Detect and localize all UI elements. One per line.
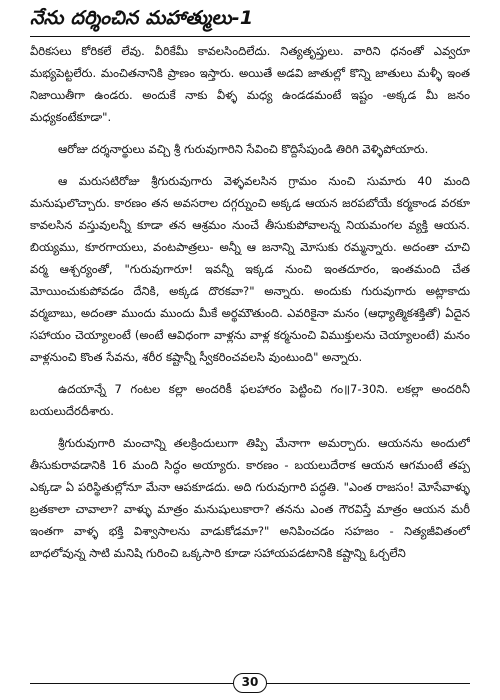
paragraph-5: శ్రీగురువుగారి మంచాన్ని తలక్రిందులుగా తిప్పి మేనాగా అమర్చారు. ఆయనను అందులో తీసుకురావడానికి 16 మంది సిద్ధం అయ్యారు. కారణం - బయలుదేరాక ఆయన ఆగమంటే తప్ప ఎక్కడా ఏ పరిస్థితుల్లోనూ మేనా ఆపకూడదు. అది గురువుగారి పద్ధతి. "ఎంత రాజసం! మోసేవాళ్ళు బ్రతకాలా చావాలా? వాళ్ళు మాత్రం మనుషులుకారా? తనను ఎంత గౌరవిస్తే మాత్రం ఆయన మరీ ఇంతగా వాళ్ళ భక్తి విశ్వాసాలను వాడుకోడమా?" అనిపించడం సహజం - నిత్యజీవితంలో బాధలోవున్న సాటి మనిషి గురించి ఒక్కసారి కూడా సహాయపడటానికి కష్టాన్ని ఓర్చలేని: [30, 436, 470, 560]
paragraph-2: ఆరోజు దర్శనార్థులు వచ్చి శ్రీ గురువుగారిని సేవించి కొద్దిసేపుండి తిరిగి వెళ్ళిపోయారు.: [58, 142, 429, 156]
paragraph-4: ఉదయాన్నే 7 గంటల కల్లా అందరికీ ఫలహారం పెట్టించి గం॥7-30ని. లకల్లా అందరినీ బయలుదేరదీశారు.: [30, 382, 470, 418]
book-title: నేను దర్శించిన మహాత్ములు-1: [30, 7, 254, 29]
page-footer: [30, 674, 470, 694]
body-text: [30, 40, 470, 662]
paragraph-3: ఆ మరుసటిరోజు శ్రీగురువుగారు వెళ్ళవలసిన గ్రామం నుంచి సుమారు 40 మంది మనుషులొచ్చారు. కారణం తన అవసరాల దగ్గర్నుంచి అక్కడ ఆయన జరపబోయే కర్మకాండ వరకూ కావలసిన వస్తువులన్నీ కూడా తన ఆశ్రమం నుంచే తీసుకుపోవాలన్న నియమంగల వ్యక్తి ఆయన. బియ్యము, కూరగాయలు, వంటపాత్రలు- అన్నీ ఆ జనాన్ని మోసుకు రమ్మన్నారు. అదంతా చూచి వర్మ ఆశ్చర్యంతో, "గురువుగారూ! ఇవన్నీ ఇక్కడ నుంచి ఇంతదూరం, ఇంతమంది చేత మోయించుకుపోవడం దేనికి, అక్కడ దొరకవా?" అన్నారు. అందుకు గురువుగారు అట్లాకాదు వర్మబాబు, అదంతా ముందు ముందు మీకే అర్థమౌతుంది. ఎవరికైనా మనం (ఆధ్యాత్మికశక్తితో) ఏదైన సహాయం చెయ్యాలంటే (అంటే ఆవిధంగా వాళ్లను వాళ్ల కర్మనుంచి విముక్తులను చెయ్యాలంటే) మనం వాళ్లనుంచి కొంత సేవను, శరీర కష్టాన్నీ స్వీకరించవలసి వుంటుంది" అన్నారు.: [30, 174, 470, 364]
header-divider: [30, 36, 470, 37]
page-header: [30, 6, 470, 36]
paragraph-1: వీరికసలు కోరికలే లేవు. వీరికేమీ కావలసిందిలేదు. నిత్యతృప్తులు. వారిని ధనంతో ఎవ్వరూ మభ్యపెట్టలేరు. మంచితనానికి ప్రాణం ఇస్తారు. అయితే అడవి జాతుల్లో కొన్ని జాతులు మళ్ళీ ఇంత నిజాయితీగా ఉండరు. అందుకే నాకు వీళ్ళ మధ్య ఉండడమంటే ఇష్టం -అక్కడ మీ జనం మధ్యకంటేకూడా".: [30, 44, 470, 124]
page-number: 30: [233, 673, 267, 693]
